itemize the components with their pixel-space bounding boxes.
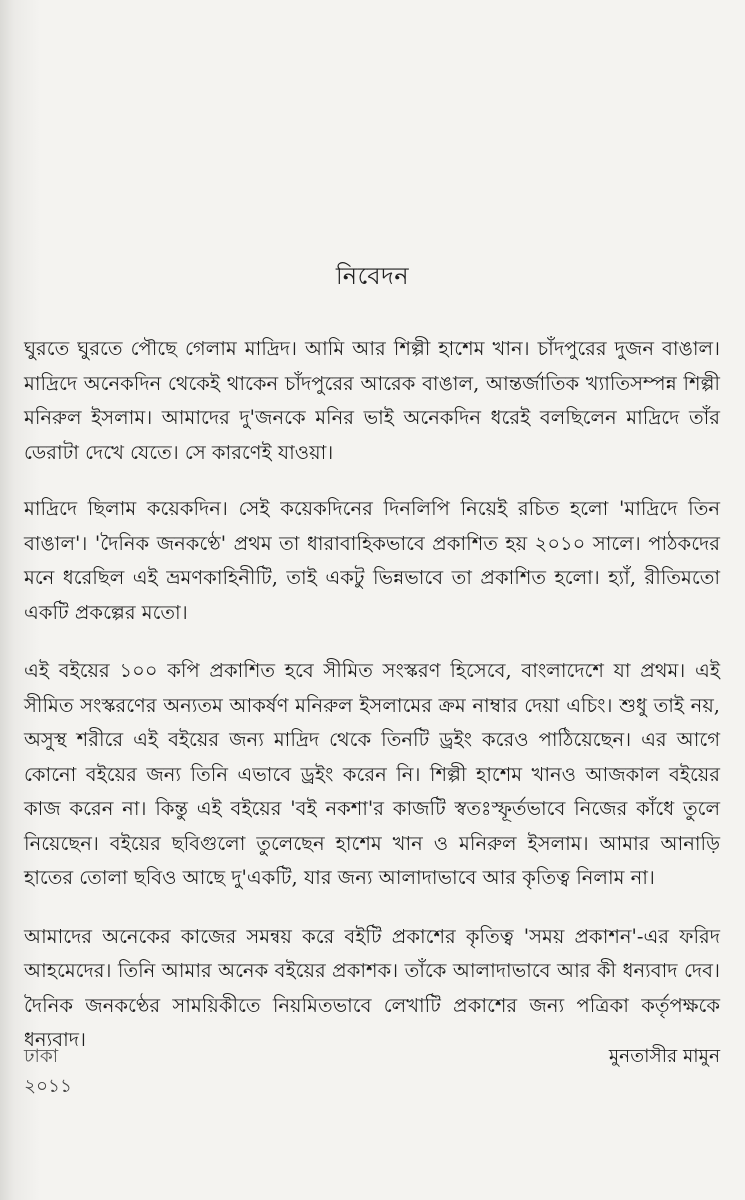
preface-body [24, 332, 720, 1082]
page-title: নিবেদন [335, 262, 410, 290]
paragraph-1: ঘুরতে ঘুরতে পৌছে গেলাম মাদ্রিদ। আমি আর শিল্পী হাশেম খান। চাঁদপুরের দুজন বাঙাল। মাদ্রিদে অনেকদিন থেকেই থাকেন চাঁদপুরের আরেক বাঙাল, আন্তর্জাতিক খ্যাতিসম্পন্ন শিল্পী মনিরুল ইসলাম। আমাদের দু'জনকে মনির ভাই অনেকদিন ধরেই বলছিলেন মাদ্রিদে তাঁর ডেরাটা দেখে যেতে। সে কারণেই যাওয়া। [24, 337, 720, 464]
paragraph-2: মাদ্রিদে ছিলাম কয়েকদিন। সেই কয়েকদিনের দিনলিপি নিয়েই রচিত হলো 'মাদ্রিদে তিন বাঙাল'। 'দৈনিক জনকণ্ঠে' প্রথম তা ধারাবাহিকভাবে প্রকাশিত হয় ২০১০ সালে। পাঠকদের মনে ধরেছিল এই ভ্রমণকাহিনীটি, তাই একটু ভিন্নভাবে তা প্রকাশিত হলো। হ্যাঁ, রীতিমতো একটি প্রকল্পের মতো। [24, 497, 720, 624]
paragraph-3: এই বইয়ের ১০০ কপি প্রকাশিত হবে সীমিত সংস্করণ হিসেবে, বাংলাদেশে যা প্রথম। এই সীমিত সংস্করণের অন্যতম আকর্ষণ মনিরুল ইসলামের ক্রম নাম্বার দেয়া এচিং। শুধু তাই নয়, অসুস্থ শরীরে এই বইয়ের জন্য মাদ্রিদ থেকে তিনটি ড্রইং করেও পাঠিয়েছেন। এর আগে কোনো বইয়ের জন্য তিনি এভাবে ড্রইং করেন নি। শিল্পী হাশেম খানও আজকাল বইয়ের কাজ করেন না। কিন্তু এই বইয়ের 'বই নকশা'র কাজটি স্বতঃস্ফূর্তভাবে নিজের কাঁধে তুলে নিয়েছেন। বইয়ের ছবিগুলো তুলেছেন হাশেম খান ও মনিরুল ইসলাম। আমার আনাড়ি হাতের তোলা ছবিও আছে দু'একটি, যার জন্য আলাদাভাবে আর কৃতিত্ব নিলাম না। [24, 659, 720, 889]
signature-year: ২০১১ [24, 1076, 73, 1097]
author-name: মুনতাসীর মামুন [608, 1046, 720, 1067]
signature-place: ঢাকা [24, 1046, 59, 1067]
paragraph-4: আমাদের অনেকের কাজের সমন্বয় করে বইটি প্রকাশের কৃতিত্ব 'সময় প্রকাশন'-এর ফরিদ আহমেদের। তিনি আমার অনেক বইয়ের প্রকাশক। তাঁকে আলাদাভাবে আর কী ধন্যবাদ দেব। দৈনিক জনকণ্ঠের সাময়িকীতে নিয়মিতভাবে লেখাটি প্রকাশের জন্য পত্রিকা কর্তৃপক্ষকে ধন্যবাদ। [24, 924, 720, 1051]
